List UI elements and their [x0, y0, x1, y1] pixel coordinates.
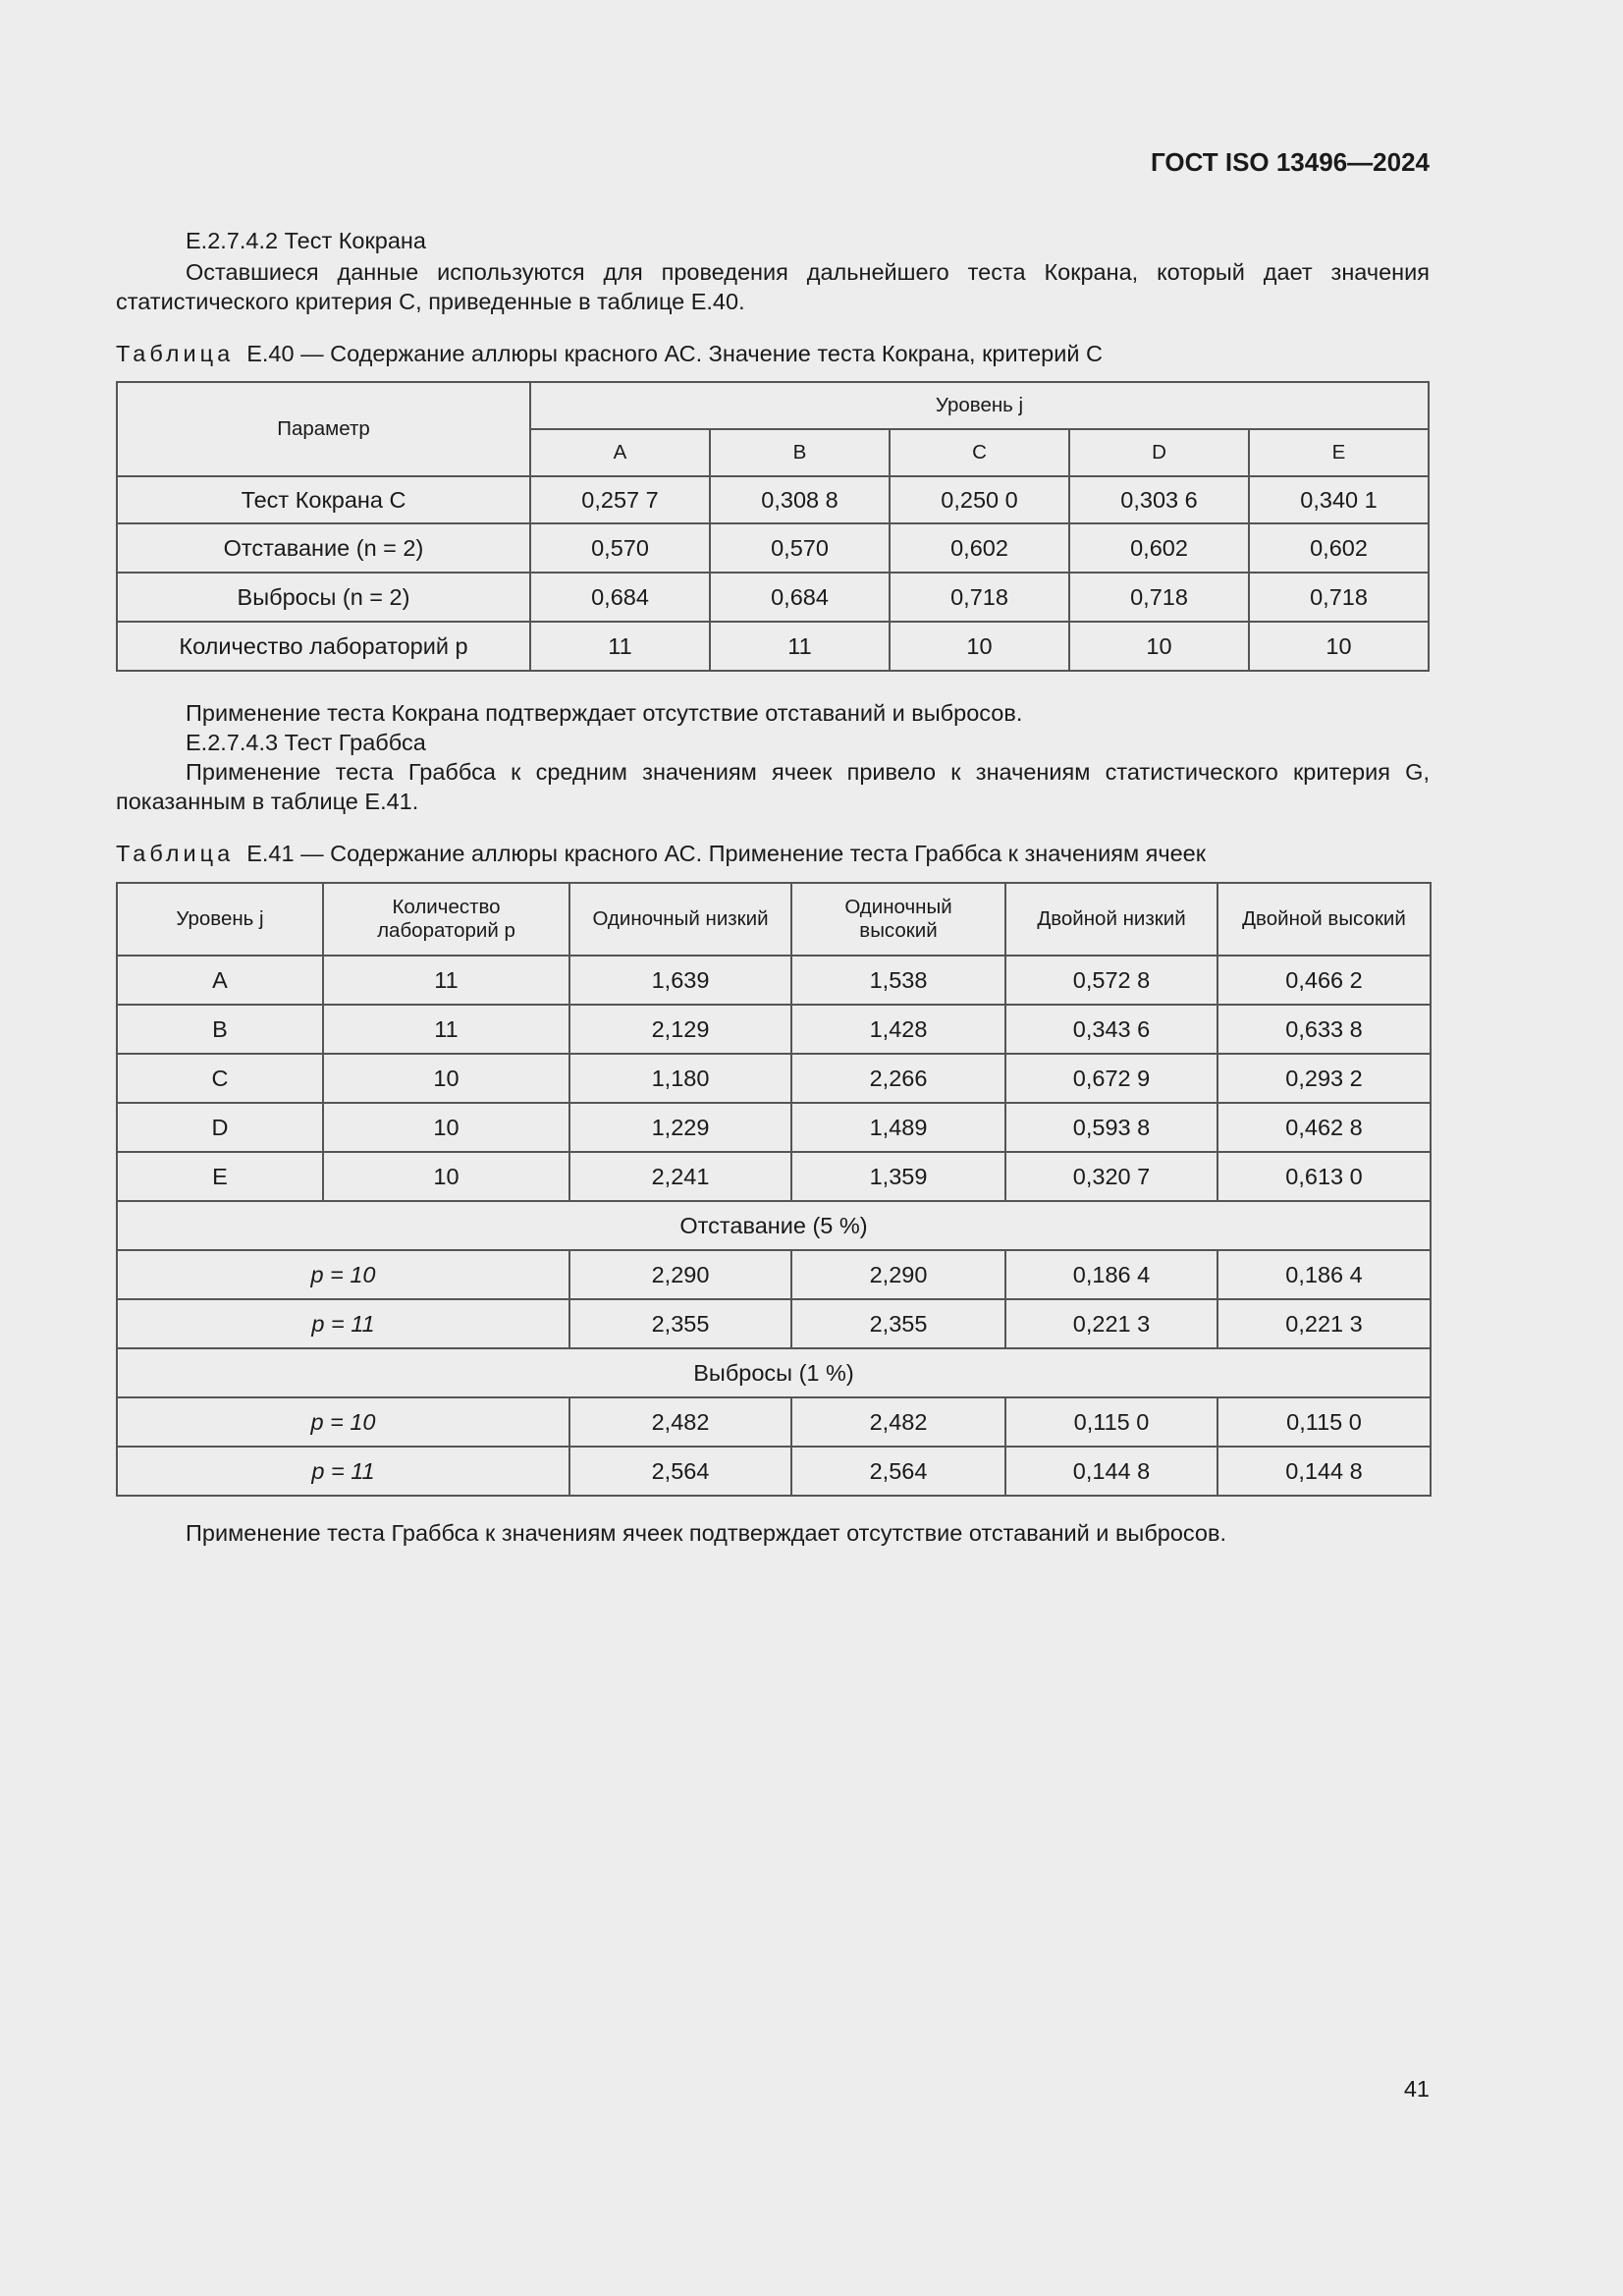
row-label: Количество лабораторий p — [117, 622, 530, 671]
table40-level-header: Уровень j — [530, 382, 1429, 429]
cell: D — [117, 1103, 323, 1152]
row-label: Отставание (n = 2) — [117, 523, 530, 573]
table41-header-level: Уровень j — [117, 883, 323, 956]
cell: 1,489 — [791, 1103, 1005, 1152]
row-label: p = 11 — [117, 1447, 569, 1496]
group-row — [117, 1201, 1431, 1250]
cell: 10 — [1249, 622, 1429, 671]
cell: 0,718 — [1069, 573, 1249, 622]
cell: 0,340 1 — [1249, 476, 1429, 523]
cell: 0,602 — [1249, 523, 1429, 573]
table-row — [117, 622, 1429, 671]
cell: 0,593 8 — [1005, 1103, 1217, 1152]
group-row — [117, 1348, 1431, 1397]
section-text-cochran: Оставшиеся данные используются для проведения дальнейшего теста Кокрана, который дает значения статистического критерия С, приведенные в таблице Е.40. — [116, 259, 1430, 314]
cell: 0,602 — [890, 523, 1069, 573]
cell: 2,355 — [791, 1299, 1005, 1348]
cell: 0,144 8 — [1217, 1447, 1431, 1496]
table-row — [117, 956, 1431, 1005]
row-label: p = 10 — [117, 1397, 569, 1447]
table-row — [117, 1152, 1431, 1201]
cell: E — [117, 1152, 323, 1201]
cell: 2,290 — [791, 1250, 1005, 1299]
cell: 10 — [323, 1152, 569, 1201]
table41-header-single-high: Одиночный высокий — [791, 883, 1005, 956]
cell: C — [117, 1054, 323, 1103]
cell: 0,570 — [710, 523, 890, 573]
cell: 10 — [323, 1054, 569, 1103]
cell: 10 — [1069, 622, 1249, 671]
table-row — [117, 1005, 1431, 1054]
cell: 0,718 — [1249, 573, 1429, 622]
after-table40-text: Применение теста Кокрана подтверждает отсутствие отставаний и выбросов. — [186, 700, 1023, 726]
table-e41 — [116, 882, 1432, 1497]
cell: 2,355 — [569, 1299, 791, 1348]
cell: 0,186 4 — [1217, 1250, 1431, 1299]
table40-level-a: A — [530, 429, 710, 476]
cell: 1,229 — [569, 1103, 791, 1152]
cell: 0,293 2 — [1217, 1054, 1431, 1103]
cell: 1,639 — [569, 956, 791, 1005]
table41-header-single-low: Одиночный низкий — [569, 883, 791, 956]
cell: 0,718 — [890, 573, 1069, 622]
table41-header-double-high: Двойной высокий — [1217, 883, 1431, 956]
cell: 11 — [323, 956, 569, 1005]
table-row — [117, 1250, 1431, 1299]
cell: 1,538 — [791, 956, 1005, 1005]
cell: 0,613 0 — [1217, 1152, 1431, 1201]
table40-caption-word: Таблица — [116, 341, 235, 366]
row-label: p = 11 — [117, 1299, 569, 1348]
cell: 0,144 8 — [1005, 1447, 1217, 1496]
cell: 10 — [890, 622, 1069, 671]
cell: 0,250 0 — [890, 476, 1069, 523]
cell: 2,564 — [569, 1447, 791, 1496]
cell: 2,482 — [791, 1397, 1005, 1447]
cell: 0,462 8 — [1217, 1103, 1431, 1152]
cell: 0,633 8 — [1217, 1005, 1431, 1054]
table40-level-e: E — [1249, 429, 1429, 476]
cell: 0,572 8 — [1005, 956, 1217, 1005]
cell: 1,359 — [791, 1152, 1005, 1201]
row-label: Тест Кокрана C — [117, 476, 530, 523]
cell: B — [117, 1005, 323, 1054]
cell: 0,343 6 — [1005, 1005, 1217, 1054]
table41-caption-text: Е.41 — Содержание аллюры красного АС. Применение теста Граббса к значениям ячеек — [246, 841, 1207, 866]
cell: 0,684 — [710, 573, 890, 622]
table-row — [117, 1397, 1431, 1447]
section-heading-cochran: E.2.7.4.2 Тест Кокрана — [186, 228, 426, 253]
row-label: p = 10 — [117, 1250, 569, 1299]
group-title-outliers: Выбросы (1 %) — [117, 1348, 1431, 1397]
cell: 11 — [710, 622, 890, 671]
cell: 0,221 3 — [1005, 1299, 1217, 1348]
table-row — [117, 523, 1429, 573]
cell: 2,482 — [569, 1397, 791, 1447]
table-row — [117, 1299, 1431, 1348]
document-header: ГОСТ ISO 13496—2024 — [1150, 147, 1430, 177]
table-e40 — [116, 381, 1430, 672]
cell: 0,115 0 — [1217, 1397, 1431, 1447]
table-row — [117, 1103, 1431, 1152]
cell: 10 — [323, 1103, 569, 1152]
table41-header-labs: Количество лабораторий p — [323, 883, 569, 956]
cell: 2,266 — [791, 1054, 1005, 1103]
cell: 2,129 — [569, 1005, 791, 1054]
table-row — [117, 476, 1429, 523]
cell: 0,221 3 — [1217, 1299, 1431, 1348]
cell: 0,684 — [530, 573, 710, 622]
cell: 0,466 2 — [1217, 956, 1431, 1005]
table-row — [117, 573, 1429, 622]
cell: 0,602 — [1069, 523, 1249, 573]
table41-caption — [116, 841, 1206, 867]
table40-caption — [116, 341, 1103, 367]
cell: 2,241 — [569, 1152, 791, 1201]
cell: 2,564 — [791, 1447, 1005, 1496]
cell: 2,290 — [569, 1250, 791, 1299]
cell: 1,428 — [791, 1005, 1005, 1054]
group-title-lag: Отставание (5 %) — [117, 1201, 1431, 1250]
table40-level-d: D — [1069, 429, 1249, 476]
cell: 0,257 7 — [530, 476, 710, 523]
cell: 1,180 — [569, 1054, 791, 1103]
cell: 11 — [323, 1005, 569, 1054]
table-row — [117, 1447, 1431, 1496]
cell: 0,303 6 — [1069, 476, 1249, 523]
cell: 0,115 0 — [1005, 1397, 1217, 1447]
section-heading-grubbs: E.2.7.4.3 Тест Граббса — [186, 730, 426, 755]
page-number: 41 — [1403, 2076, 1430, 2102]
after-table41-text: Применение теста Граббса к значениям ячеек подтверждает отсутствие отставаний и выбросов. — [186, 1520, 1227, 1546]
cell: 0,308 8 — [710, 476, 890, 523]
cell: 0,570 — [530, 523, 710, 573]
table40-level-b: B — [710, 429, 890, 476]
table40-param-header: Параметр — [117, 382, 530, 476]
cell: 0,672 9 — [1005, 1054, 1217, 1103]
table40-level-c: C — [890, 429, 1069, 476]
row-label: Выбросы (n = 2) — [117, 573, 530, 622]
cell: A — [117, 956, 323, 1005]
cell: 11 — [530, 622, 710, 671]
table41-caption-word: Таблица — [116, 841, 235, 866]
section-text-grubbs: Применение теста Граббса к средним значениям ячеек привело к значениям статистического критерия G, показанным в таблице Е.41. — [116, 759, 1430, 814]
table41-header-double-low: Двойной низкий — [1005, 883, 1217, 956]
table40-caption-text: Е.40 — Содержание аллюры красного АС. Значение теста Кокрана, критерий C — [246, 341, 1103, 366]
cell: 0,320 7 — [1005, 1152, 1217, 1201]
cell: 0,186 4 — [1005, 1250, 1217, 1299]
table-row — [117, 1054, 1431, 1103]
